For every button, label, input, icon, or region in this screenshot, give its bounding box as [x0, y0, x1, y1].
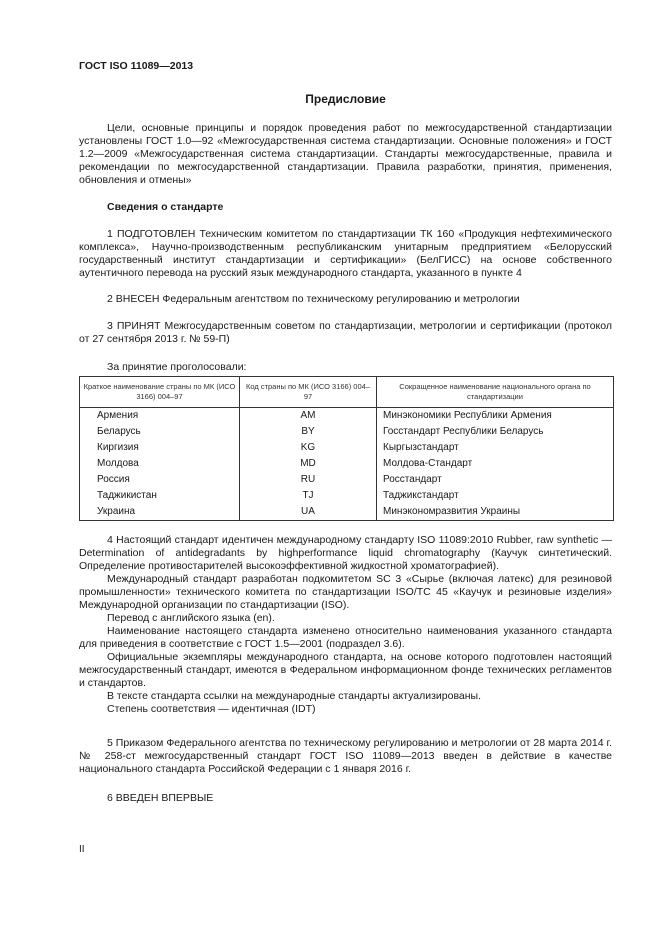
table-cell-body: Молдова-Стандарт — [377, 456, 614, 472]
table-row — [80, 408, 614, 425]
table-cell-body: Кыргызстандарт — [377, 440, 614, 456]
table-cell-country: Молдова — [80, 456, 240, 472]
table-cell-body: Таджикстандарт — [377, 488, 614, 504]
item-2-paragraph: 2 ВНЕСЕН Федеральным агентством по техническому регулированию и метрологии — [107, 293, 520, 305]
table-cell-code: MD — [240, 456, 377, 472]
intro-paragraph: Цели, основные принципы и порядок проведения работ по межгосударственной стандартизации установлены ГОСТ 1.0—92 «Межгосударственная система стандартизации. Основные положения» и ГОСТ 1.2—2009 «Межгосударственная система стандартизации. Стандарты межгосударственные, правила и рекомендации по межгосударственной стандартизации. Правила разработки, принятия, применения, обновления и отмены» — [79, 122, 612, 186]
table-row — [80, 456, 614, 472]
table-cell-body: Минэкономразвития Украины — [377, 504, 614, 521]
vote-label: За принятие проголосовали: — [107, 361, 247, 373]
table-cell-body: Госстандарт Республики Беларусь — [377, 424, 614, 440]
table-row — [80, 472, 614, 488]
table-row — [80, 440, 614, 456]
table-header-body: Сокращенное наименование национального органа по стандартизации — [377, 377, 614, 408]
item-5-paragraph: 5 Приказом Федерального агентства по техническому регулированию и метрологии от 28 марта 2014 г. № 258-ст межгосударственный стандарт ГОСТ ISO 11089—2013 введен в действие в качестве национального стандарта Российской Федерации с 1 января 2016 г. — [79, 737, 612, 775]
item-4-conformity-paragraph: Степень соответствия — идентичная (IDT) — [107, 703, 316, 715]
table-header-code: Код страны по МК (ИСО 3166) 004–97 — [240, 377, 377, 408]
table-cell-code: TJ — [240, 488, 377, 504]
item-4-section — [79, 534, 612, 716]
item-3-paragraph: 3 ПРИНЯТ Межгосударственным советом по стандартизации, метрологии и сертификации (протокол от 27 сентября 2013 г. № 59-П) — [79, 320, 612, 345]
table-header-row — [80, 377, 614, 408]
table-cell-country: Армения — [80, 408, 240, 425]
item-4-translation-paragraph: Перевод с английского языка (en). — [107, 612, 275, 624]
table-row — [80, 504, 614, 521]
table-cell-body: Минэкономики Республики Армения — [377, 408, 614, 425]
table-cell-code: RU — [240, 472, 377, 488]
table-cell-country: Беларусь — [80, 424, 240, 440]
table-cell-country: Киргизия — [80, 440, 240, 456]
table-cell-code: KG — [240, 440, 377, 456]
table-cell-code: BY — [240, 424, 377, 440]
table-cell-body: Росстандарт — [377, 472, 614, 488]
page-number: II — [79, 844, 85, 855]
standard-code: ГОСТ ISO 11089—2013 — [79, 60, 194, 72]
table-cell-country: Украина — [80, 504, 240, 521]
table-row — [80, 424, 614, 440]
item-4-paragraph: 4 Настоящий стандарт идентичен международному стандарту ISO 11089:2010 Rubber, raw synthetic — Determination of antidegradants by highperformance liquid chromatography (Каучук синтетический. Определение противостарителей высокоэффективной жидкостной хроматографией). — [79, 534, 612, 572]
table-cell-country: Россия — [80, 472, 240, 488]
table-header-country: Краткое наименование страны по МК (ИСО 3166) 004–97 — [80, 377, 240, 408]
item-4-origin-paragraph: Международный стандарт разработан подкомитетом SC 3 «Сырье (включая латекс) для резиновой промышленности» технического комитета по стандартизации ISO/TC 45 «Каучук и резиновые изделия» Международной организации по стандартизации (ISO). — [79, 573, 612, 611]
table-cell-code: AM — [240, 408, 377, 425]
item-4-references-paragraph: В тексте стандарта ссылки на международные стандарты актуализированы. — [107, 690, 482, 702]
item-4-title-change-paragraph: Наименование настоящего стандарта изменено относительно наименования указанного стандарта для приведения в соответствие с ГОСТ 1.5—2001 (подраздел 3.6). — [79, 625, 612, 650]
page-title: Предисловие — [305, 92, 386, 106]
table-row — [80, 488, 614, 504]
item-6-paragraph: 6 ВВЕДЕН ВПЕРВЫЕ — [107, 792, 214, 804]
item-4-copies-paragraph: Официальные экземпляры международного стандарта, на основе которого подготовлен настоящий межгосударственный стандарт, имеются в Федеральном информационном фонде технических регламентов и стандартов. — [79, 651, 612, 689]
section-subheading: Сведения о стандарте — [107, 201, 224, 213]
item-1-paragraph: 1 ПОДГОТОВЛЕН Техническим комитетом по стандартизации ТК 160 «Продукция нефтехимического комплекса», Научно-производственным республиканским унитарным предприятием «Белорусский государственный институт стандартизации и сертификации» (БелГИСС) на основе собственного аутентичного перевода на русский язык международного стандарта, указанного в пункте 4 — [79, 228, 612, 279]
vote-table — [79, 376, 614, 521]
table-cell-country: Таджикистан — [80, 488, 240, 504]
table-cell-code: UA — [240, 504, 377, 521]
